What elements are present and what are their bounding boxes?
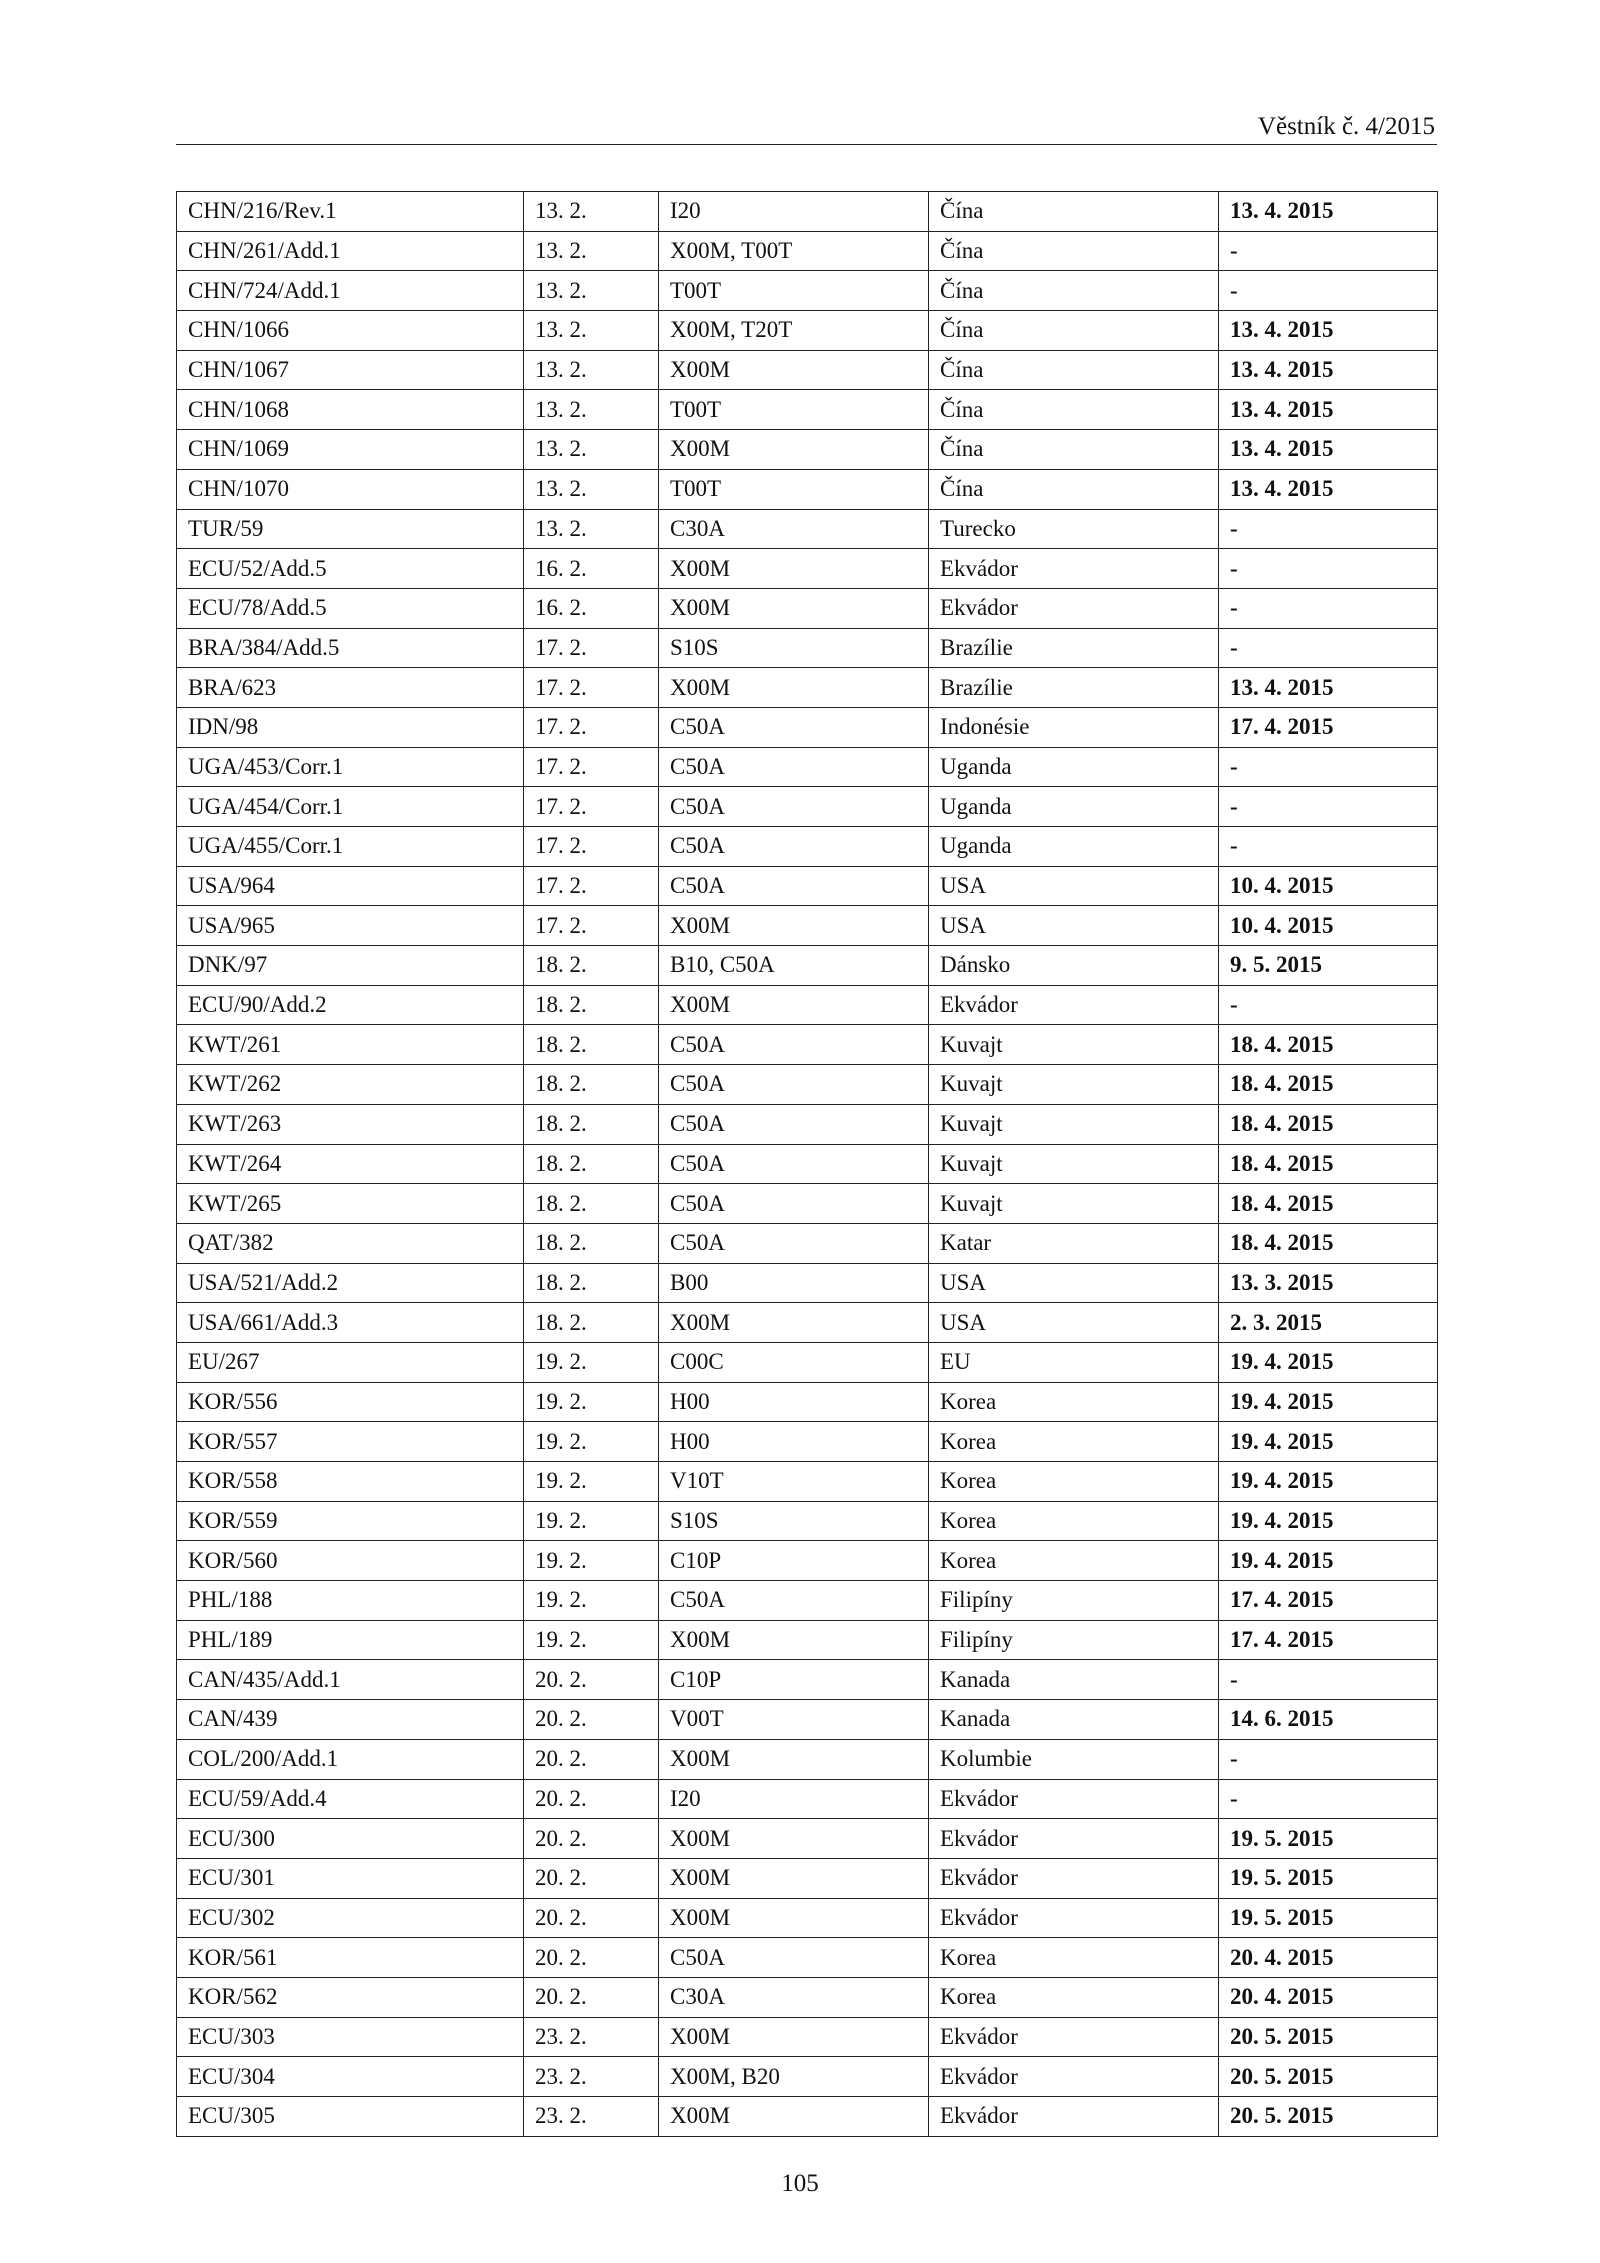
date-cell: 20. 2.: [524, 1858, 659, 1898]
country-cell: Brazílie: [929, 668, 1219, 708]
date-cell: 13. 2.: [524, 469, 659, 509]
symbol-cell: CHN/1066: [177, 311, 524, 351]
code-cell: X00M: [659, 588, 929, 628]
code-cell: B10, C50A: [659, 946, 929, 986]
deadline-cell: 19. 4. 2015: [1219, 1501, 1438, 1541]
country-cell: Kuvajt: [929, 1184, 1219, 1224]
deadline-cell: 18. 4. 2015: [1219, 1144, 1438, 1184]
country-cell: Turecko: [929, 509, 1219, 549]
symbol-cell: TUR/59: [177, 509, 524, 549]
table-row: [177, 271, 1438, 311]
date-cell: 18. 2.: [524, 1184, 659, 1224]
code-cell: X00M: [659, 549, 929, 589]
date-cell: 17. 2.: [524, 628, 659, 668]
deadline-cell: 18. 4. 2015: [1219, 1025, 1438, 1065]
date-cell: 23. 2.: [524, 2017, 659, 2057]
table-row: [177, 2097, 1438, 2137]
date-cell: 20. 2.: [524, 1898, 659, 1938]
deadline-cell: 19. 4. 2015: [1219, 1541, 1438, 1581]
country-cell: Katar: [929, 1223, 1219, 1263]
code-cell: X00M, T20T: [659, 311, 929, 351]
code-cell: C10P: [659, 1541, 929, 1581]
date-cell: 18. 2.: [524, 1263, 659, 1303]
code-cell: X00M: [659, 430, 929, 470]
date-cell: 19. 2.: [524, 1541, 659, 1581]
date-cell: 20. 2.: [524, 1977, 659, 2017]
country-cell: USA: [929, 866, 1219, 906]
date-cell: 20. 2.: [524, 1779, 659, 1819]
table-row: [177, 1977, 1438, 2017]
deadline-cell: 19. 4. 2015: [1219, 1382, 1438, 1422]
country-cell: Kuvajt: [929, 1065, 1219, 1105]
symbol-cell: CHN/261/Add.1: [177, 231, 524, 271]
table-row: [177, 1025, 1438, 1065]
country-cell: Filipíny: [929, 1581, 1219, 1621]
table-row: [177, 311, 1438, 351]
symbol-cell: ECU/90/Add.2: [177, 985, 524, 1025]
deadline-cell: 18. 4. 2015: [1219, 1104, 1438, 1144]
table-row: [177, 1184, 1438, 1224]
country-cell: Uganda: [929, 787, 1219, 827]
table-row: [177, 906, 1438, 946]
date-cell: 18. 2.: [524, 985, 659, 1025]
symbol-cell: USA/661/Add.3: [177, 1303, 524, 1343]
country-cell: EU: [929, 1342, 1219, 1382]
deadline-cell: -: [1219, 271, 1438, 311]
code-cell: X00M: [659, 985, 929, 1025]
date-cell: 19. 2.: [524, 1382, 659, 1422]
symbol-cell: CHN/1070: [177, 469, 524, 509]
table-body: [177, 192, 1438, 2137]
symbol-cell: ECU/304: [177, 2057, 524, 2097]
code-cell: C50A: [659, 707, 929, 747]
date-cell: 18. 2.: [524, 1144, 659, 1184]
code-cell: C50A: [659, 1184, 929, 1224]
country-cell: Kuvajt: [929, 1144, 1219, 1184]
date-cell: 18. 2.: [524, 946, 659, 986]
country-cell: Korea: [929, 1422, 1219, 1462]
table-row: [177, 2017, 1438, 2057]
deadline-cell: 17. 4. 2015: [1219, 1620, 1438, 1660]
symbol-cell: ECU/59/Add.4: [177, 1779, 524, 1819]
code-cell: X00M: [659, 1620, 929, 1660]
deadline-cell: 19. 4. 2015: [1219, 1422, 1438, 1462]
date-cell: 19. 2.: [524, 1620, 659, 1660]
country-cell: Čína: [929, 350, 1219, 390]
deadline-cell: 13. 3. 2015: [1219, 1263, 1438, 1303]
country-cell: Kanada: [929, 1700, 1219, 1740]
deadline-cell: 13. 4. 2015: [1219, 430, 1438, 470]
table-row: [177, 350, 1438, 390]
symbol-cell: QAT/382: [177, 1223, 524, 1263]
code-cell: C00C: [659, 1342, 929, 1382]
code-cell: C50A: [659, 866, 929, 906]
table-row: [177, 1422, 1438, 1462]
deadline-cell: 2. 3. 2015: [1219, 1303, 1438, 1343]
symbol-cell: CHN/216/Rev.1: [177, 192, 524, 232]
code-cell: C50A: [659, 827, 929, 867]
code-cell: X00M: [659, 1819, 929, 1859]
country-cell: Ekvádor: [929, 1819, 1219, 1859]
journal-title: Věstník č. 4/2015: [1257, 113, 1435, 140]
deadline-cell: -: [1219, 787, 1438, 827]
table-row: [177, 1263, 1438, 1303]
symbol-cell: BRA/623: [177, 668, 524, 708]
symbol-cell: KOR/559: [177, 1501, 524, 1541]
deadline-cell: -: [1219, 1660, 1438, 1700]
table-row: [177, 430, 1438, 470]
symbol-cell: ECU/300: [177, 1819, 524, 1859]
country-cell: Kuvajt: [929, 1025, 1219, 1065]
deadline-cell: 14. 6. 2015: [1219, 1700, 1438, 1740]
table-row: [177, 1938, 1438, 1978]
table-row: [177, 1620, 1438, 1660]
date-cell: 18. 2.: [524, 1223, 659, 1263]
table-row: [177, 628, 1438, 668]
deadline-cell: 13. 4. 2015: [1219, 668, 1438, 708]
code-cell: V00T: [659, 1700, 929, 1740]
symbol-cell: ECU/78/Add.5: [177, 588, 524, 628]
deadline-cell: -: [1219, 549, 1438, 589]
table-row: [177, 985, 1438, 1025]
date-cell: 17. 2.: [524, 787, 659, 827]
symbol-cell: KWT/265: [177, 1184, 524, 1224]
table-row: [177, 866, 1438, 906]
country-cell: Ekvádor: [929, 1858, 1219, 1898]
symbol-cell: BRA/384/Add.5: [177, 628, 524, 668]
symbol-cell: DNK/97: [177, 946, 524, 986]
date-cell: 17. 2.: [524, 668, 659, 708]
page-number: 105: [781, 2170, 819, 2197]
symbol-cell: CAN/435/Add.1: [177, 1660, 524, 1700]
symbol-cell: KWT/262: [177, 1065, 524, 1105]
deadline-cell: 13. 4. 2015: [1219, 390, 1438, 430]
code-cell: T00T: [659, 271, 929, 311]
code-cell: X00M, B20: [659, 2057, 929, 2097]
symbol-cell: KOR/562: [177, 1977, 524, 2017]
country-cell: Dánsko: [929, 946, 1219, 986]
date-cell: 13. 2.: [524, 192, 659, 232]
date-cell: 13. 2.: [524, 430, 659, 470]
code-cell: X00M: [659, 668, 929, 708]
table-row: [177, 2057, 1438, 2097]
deadline-cell: 17. 4. 2015: [1219, 1581, 1438, 1621]
country-cell: Kolumbie: [929, 1739, 1219, 1779]
country-cell: Čína: [929, 390, 1219, 430]
code-cell: X00M: [659, 1858, 929, 1898]
country-cell: Ekvádor: [929, 985, 1219, 1025]
table-row: [177, 946, 1438, 986]
table-row: [177, 1065, 1438, 1105]
date-cell: 13. 2.: [524, 350, 659, 390]
code-cell: S10S: [659, 628, 929, 668]
code-cell: C50A: [659, 1223, 929, 1263]
country-cell: Čína: [929, 231, 1219, 271]
symbol-cell: CHN/1068: [177, 390, 524, 430]
country-cell: Brazílie: [929, 628, 1219, 668]
date-cell: 20. 2.: [524, 1660, 659, 1700]
country-cell: Korea: [929, 1977, 1219, 2017]
page-header: [176, 111, 1437, 145]
table-row: [177, 588, 1438, 628]
deadline-cell: 13. 4. 2015: [1219, 311, 1438, 351]
deadline-cell: -: [1219, 509, 1438, 549]
deadline-cell: 13. 4. 2015: [1219, 350, 1438, 390]
code-cell: I20: [659, 1779, 929, 1819]
country-cell: Korea: [929, 1501, 1219, 1541]
deadline-cell: -: [1219, 827, 1438, 867]
code-cell: C50A: [659, 1025, 929, 1065]
table-row: [177, 827, 1438, 867]
country-cell: Čína: [929, 469, 1219, 509]
table-row: [177, 469, 1438, 509]
table-row: [177, 549, 1438, 589]
table-row: [177, 1858, 1438, 1898]
table-row: [177, 1660, 1438, 1700]
table-row: [177, 787, 1438, 827]
date-cell: 17. 2.: [524, 866, 659, 906]
code-cell: C50A: [659, 1065, 929, 1105]
country-cell: Čína: [929, 271, 1219, 311]
country-cell: Ekvádor: [929, 2097, 1219, 2137]
country-cell: Ekvádor: [929, 1779, 1219, 1819]
symbol-cell: KWT/264: [177, 1144, 524, 1184]
symbol-cell: KOR/556: [177, 1382, 524, 1422]
date-cell: 16. 2.: [524, 549, 659, 589]
date-cell: 18. 2.: [524, 1303, 659, 1343]
date-cell: 23. 2.: [524, 2057, 659, 2097]
date-cell: 23. 2.: [524, 2097, 659, 2137]
country-cell: Indonésie: [929, 707, 1219, 747]
table-row: [177, 668, 1438, 708]
deadline-cell: 20. 5. 2015: [1219, 2097, 1438, 2137]
table-row: [177, 707, 1438, 747]
deadline-cell: -: [1219, 1779, 1438, 1819]
country-cell: Korea: [929, 1541, 1219, 1581]
symbol-cell: KOR/558: [177, 1462, 524, 1502]
date-cell: 13. 2.: [524, 509, 659, 549]
deadline-cell: 18. 4. 2015: [1219, 1184, 1438, 1224]
deadline-cell: 20. 4. 2015: [1219, 1977, 1438, 2017]
code-cell: C30A: [659, 1977, 929, 2017]
country-cell: Filipíny: [929, 1620, 1219, 1660]
symbol-cell: ECU/303: [177, 2017, 524, 2057]
table-row: [177, 1382, 1438, 1422]
date-cell: 19. 2.: [524, 1342, 659, 1382]
country-cell: Čína: [929, 311, 1219, 351]
country-cell: Uganda: [929, 827, 1219, 867]
code-cell: X00M: [659, 1739, 929, 1779]
code-cell: T00T: [659, 469, 929, 509]
table-row: [177, 1462, 1438, 1502]
code-cell: X00M, T00T: [659, 231, 929, 271]
code-cell: X00M: [659, 1898, 929, 1938]
code-cell: C50A: [659, 787, 929, 827]
country-cell: Ekvádor: [929, 549, 1219, 589]
symbol-cell: PHL/189: [177, 1620, 524, 1660]
date-cell: 20. 2.: [524, 1700, 659, 1740]
symbol-cell: USA/965: [177, 906, 524, 946]
symbol-cell: EU/267: [177, 1342, 524, 1382]
date-cell: 17. 2.: [524, 747, 659, 787]
country-cell: USA: [929, 906, 1219, 946]
code-cell: C50A: [659, 1104, 929, 1144]
symbol-cell: UGA/453/Corr.1: [177, 747, 524, 787]
code-cell: C50A: [659, 1144, 929, 1184]
deadline-cell: 18. 4. 2015: [1219, 1065, 1438, 1105]
symbol-cell: CHN/1067: [177, 350, 524, 390]
symbol-cell: CHN/1069: [177, 430, 524, 470]
deadline-cell: 18. 4. 2015: [1219, 1223, 1438, 1263]
deadline-cell: 20. 4. 2015: [1219, 1938, 1438, 1978]
country-cell: Ekvádor: [929, 2017, 1219, 2057]
country-cell: Čína: [929, 430, 1219, 470]
deadline-cell: 19. 5. 2015: [1219, 1858, 1438, 1898]
deadline-cell: 19. 5. 2015: [1219, 1898, 1438, 1938]
symbol-cell: KOR/560: [177, 1541, 524, 1581]
table-row: [177, 1144, 1438, 1184]
table-row: [177, 1104, 1438, 1144]
date-cell: 20. 2.: [524, 1938, 659, 1978]
date-cell: 19. 2.: [524, 1501, 659, 1541]
deadline-cell: 13. 4. 2015: [1219, 192, 1438, 232]
deadline-cell: 19. 5. 2015: [1219, 1819, 1438, 1859]
table-row: [177, 1739, 1438, 1779]
date-cell: 20. 2.: [524, 1819, 659, 1859]
table-row: [177, 1223, 1438, 1263]
country-cell: Kuvajt: [929, 1104, 1219, 1144]
symbol-cell: KWT/263: [177, 1104, 524, 1144]
table-row: [177, 1541, 1438, 1581]
symbol-cell: PHL/188: [177, 1581, 524, 1621]
symbol-cell: UGA/454/Corr.1: [177, 787, 524, 827]
date-cell: 13. 2.: [524, 231, 659, 271]
deadline-cell: 9. 5. 2015: [1219, 946, 1438, 986]
deadline-cell: -: [1219, 588, 1438, 628]
table-row: [177, 509, 1438, 549]
date-cell: 19. 2.: [524, 1422, 659, 1462]
symbol-cell: USA/964: [177, 866, 524, 906]
code-cell: C30A: [659, 509, 929, 549]
notification-table: [176, 191, 1438, 2137]
table-row: [177, 390, 1438, 430]
date-cell: 13. 2.: [524, 390, 659, 430]
date-cell: 17. 2.: [524, 906, 659, 946]
date-cell: 19. 2.: [524, 1462, 659, 1502]
symbol-cell: CAN/439: [177, 1700, 524, 1740]
code-cell: I20: [659, 192, 929, 232]
code-cell: H00: [659, 1422, 929, 1462]
code-cell: B00: [659, 1263, 929, 1303]
date-cell: 20. 2.: [524, 1739, 659, 1779]
code-cell: X00M: [659, 2017, 929, 2057]
code-cell: X00M: [659, 2097, 929, 2137]
code-cell: C50A: [659, 1581, 929, 1621]
country-cell: USA: [929, 1263, 1219, 1303]
deadline-cell: 10. 4. 2015: [1219, 866, 1438, 906]
deadline-cell: 13. 4. 2015: [1219, 469, 1438, 509]
country-cell: Ekvádor: [929, 588, 1219, 628]
deadline-cell: 20. 5. 2015: [1219, 2017, 1438, 2057]
date-cell: 17. 2.: [524, 707, 659, 747]
table-row: [177, 1303, 1438, 1343]
code-cell: T00T: [659, 390, 929, 430]
country-cell: Ekvádor: [929, 2057, 1219, 2097]
date-cell: 18. 2.: [524, 1065, 659, 1105]
symbol-cell: ECU/52/Add.5: [177, 549, 524, 589]
deadline-cell: -: [1219, 1739, 1438, 1779]
date-cell: 19. 2.: [524, 1581, 659, 1621]
symbol-cell: COL/200/Add.1: [177, 1739, 524, 1779]
country-cell: Uganda: [929, 747, 1219, 787]
symbol-cell: ECU/305: [177, 2097, 524, 2137]
deadline-cell: 10. 4. 2015: [1219, 906, 1438, 946]
code-cell: C10P: [659, 1660, 929, 1700]
symbol-cell: USA/521/Add.2: [177, 1263, 524, 1303]
deadline-cell: 20. 5. 2015: [1219, 2057, 1438, 2097]
deadline-cell: 19. 4. 2015: [1219, 1342, 1438, 1382]
date-cell: 13. 2.: [524, 271, 659, 311]
symbol-cell: ECU/302: [177, 1898, 524, 1938]
country-cell: Ekvádor: [929, 1898, 1219, 1938]
deadline-cell: -: [1219, 628, 1438, 668]
date-cell: 16. 2.: [524, 588, 659, 628]
code-cell: V10T: [659, 1462, 929, 1502]
table-row: [177, 192, 1438, 232]
country-cell: Kanada: [929, 1660, 1219, 1700]
date-cell: 13. 2.: [524, 311, 659, 351]
deadline-cell: -: [1219, 985, 1438, 1025]
table-row: [177, 1779, 1438, 1819]
symbol-cell: CHN/724/Add.1: [177, 271, 524, 311]
country-cell: Korea: [929, 1382, 1219, 1422]
table-row: [177, 1819, 1438, 1859]
code-cell: X00M: [659, 350, 929, 390]
country-cell: Korea: [929, 1462, 1219, 1502]
code-cell: H00: [659, 1382, 929, 1422]
table-row: [177, 1581, 1438, 1621]
deadline-cell: -: [1219, 747, 1438, 787]
code-cell: C50A: [659, 1938, 929, 1978]
symbol-cell: ECU/301: [177, 1858, 524, 1898]
symbol-cell: KOR/557: [177, 1422, 524, 1462]
date-cell: 18. 2.: [524, 1025, 659, 1065]
country-cell: Korea: [929, 1938, 1219, 1978]
date-cell: 17. 2.: [524, 827, 659, 867]
table-row: [177, 1700, 1438, 1740]
code-cell: C50A: [659, 747, 929, 787]
table-row: [177, 747, 1438, 787]
deadline-cell: 19. 4. 2015: [1219, 1462, 1438, 1502]
country-cell: Čína: [929, 192, 1219, 232]
deadline-cell: 17. 4. 2015: [1219, 707, 1438, 747]
table-row: [177, 1501, 1438, 1541]
code-cell: S10S: [659, 1501, 929, 1541]
symbol-cell: KWT/261: [177, 1025, 524, 1065]
deadline-cell: -: [1219, 231, 1438, 271]
table-row: [177, 1898, 1438, 1938]
table-row: [177, 231, 1438, 271]
symbol-cell: KOR/561: [177, 1938, 524, 1978]
country-cell: USA: [929, 1303, 1219, 1343]
table-row: [177, 1342, 1438, 1382]
code-cell: X00M: [659, 906, 929, 946]
code-cell: X00M: [659, 1303, 929, 1343]
symbol-cell: UGA/455/Corr.1: [177, 827, 524, 867]
symbol-cell: IDN/98: [177, 707, 524, 747]
date-cell: 18. 2.: [524, 1104, 659, 1144]
